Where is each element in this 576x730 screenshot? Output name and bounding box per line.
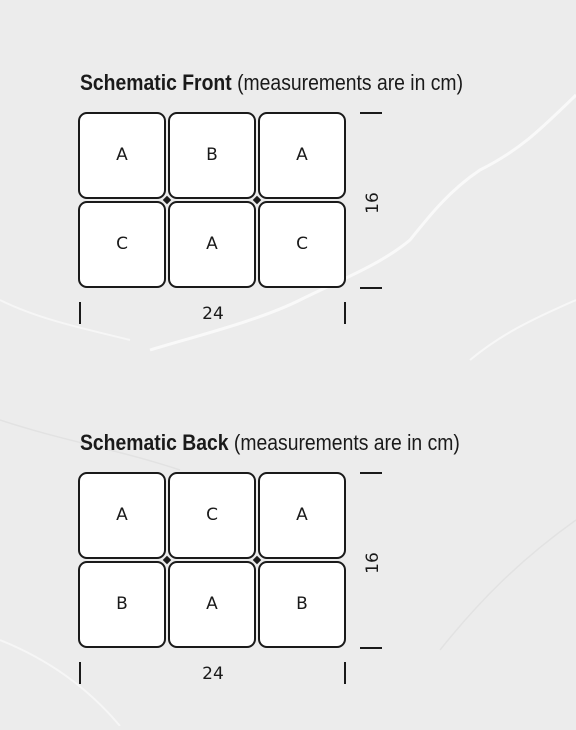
title-bold: Schematic Back xyxy=(80,430,229,455)
panel-label: A xyxy=(116,145,128,165)
panel-label: C xyxy=(206,505,218,525)
panel-label: A xyxy=(206,594,218,614)
panel-6 xyxy=(258,201,346,288)
height-dimension: 16 xyxy=(363,552,383,574)
panel-4 xyxy=(78,201,166,288)
panel-6 xyxy=(258,561,346,648)
schematic-back xyxy=(0,430,576,730)
title-bold: Schematic Front xyxy=(80,70,232,95)
panel-label: B xyxy=(296,594,308,614)
panel-5 xyxy=(168,561,256,648)
title-note: (measurements are in cm) xyxy=(233,430,460,455)
panel-1 xyxy=(78,112,166,199)
panel-label: C xyxy=(296,234,308,254)
panel-3 xyxy=(258,472,346,559)
height-dimension: 16 xyxy=(363,192,383,214)
panel-label: C xyxy=(116,234,128,254)
width-dimension: 24 xyxy=(202,664,224,684)
panel-label: A xyxy=(206,234,218,254)
panel-label: A xyxy=(296,505,308,525)
schematic-front xyxy=(0,70,576,370)
panel-1 xyxy=(78,472,166,559)
title-note: (measurements are in cm) xyxy=(237,70,464,95)
width-tick-left xyxy=(79,302,81,324)
panel-label: B xyxy=(116,594,128,614)
panel-label: B xyxy=(206,145,218,165)
schematic-front-title xyxy=(80,70,463,96)
height-tick-top xyxy=(360,472,382,474)
schematic-back-title xyxy=(80,430,460,456)
panel-label: A xyxy=(116,505,128,525)
panel-4 xyxy=(78,561,166,648)
height-tick-top xyxy=(360,112,382,114)
panel-2 xyxy=(168,112,256,199)
panel-2 xyxy=(168,472,256,559)
panel-label: A xyxy=(296,145,308,165)
height-tick-bottom xyxy=(360,647,382,649)
width-tick-left xyxy=(79,662,81,684)
panel-5 xyxy=(168,201,256,288)
height-tick-bottom xyxy=(360,287,382,289)
width-tick-right xyxy=(344,662,346,684)
width-tick-right xyxy=(344,302,346,324)
width-dimension: 24 xyxy=(202,304,224,324)
panel-3 xyxy=(258,112,346,199)
